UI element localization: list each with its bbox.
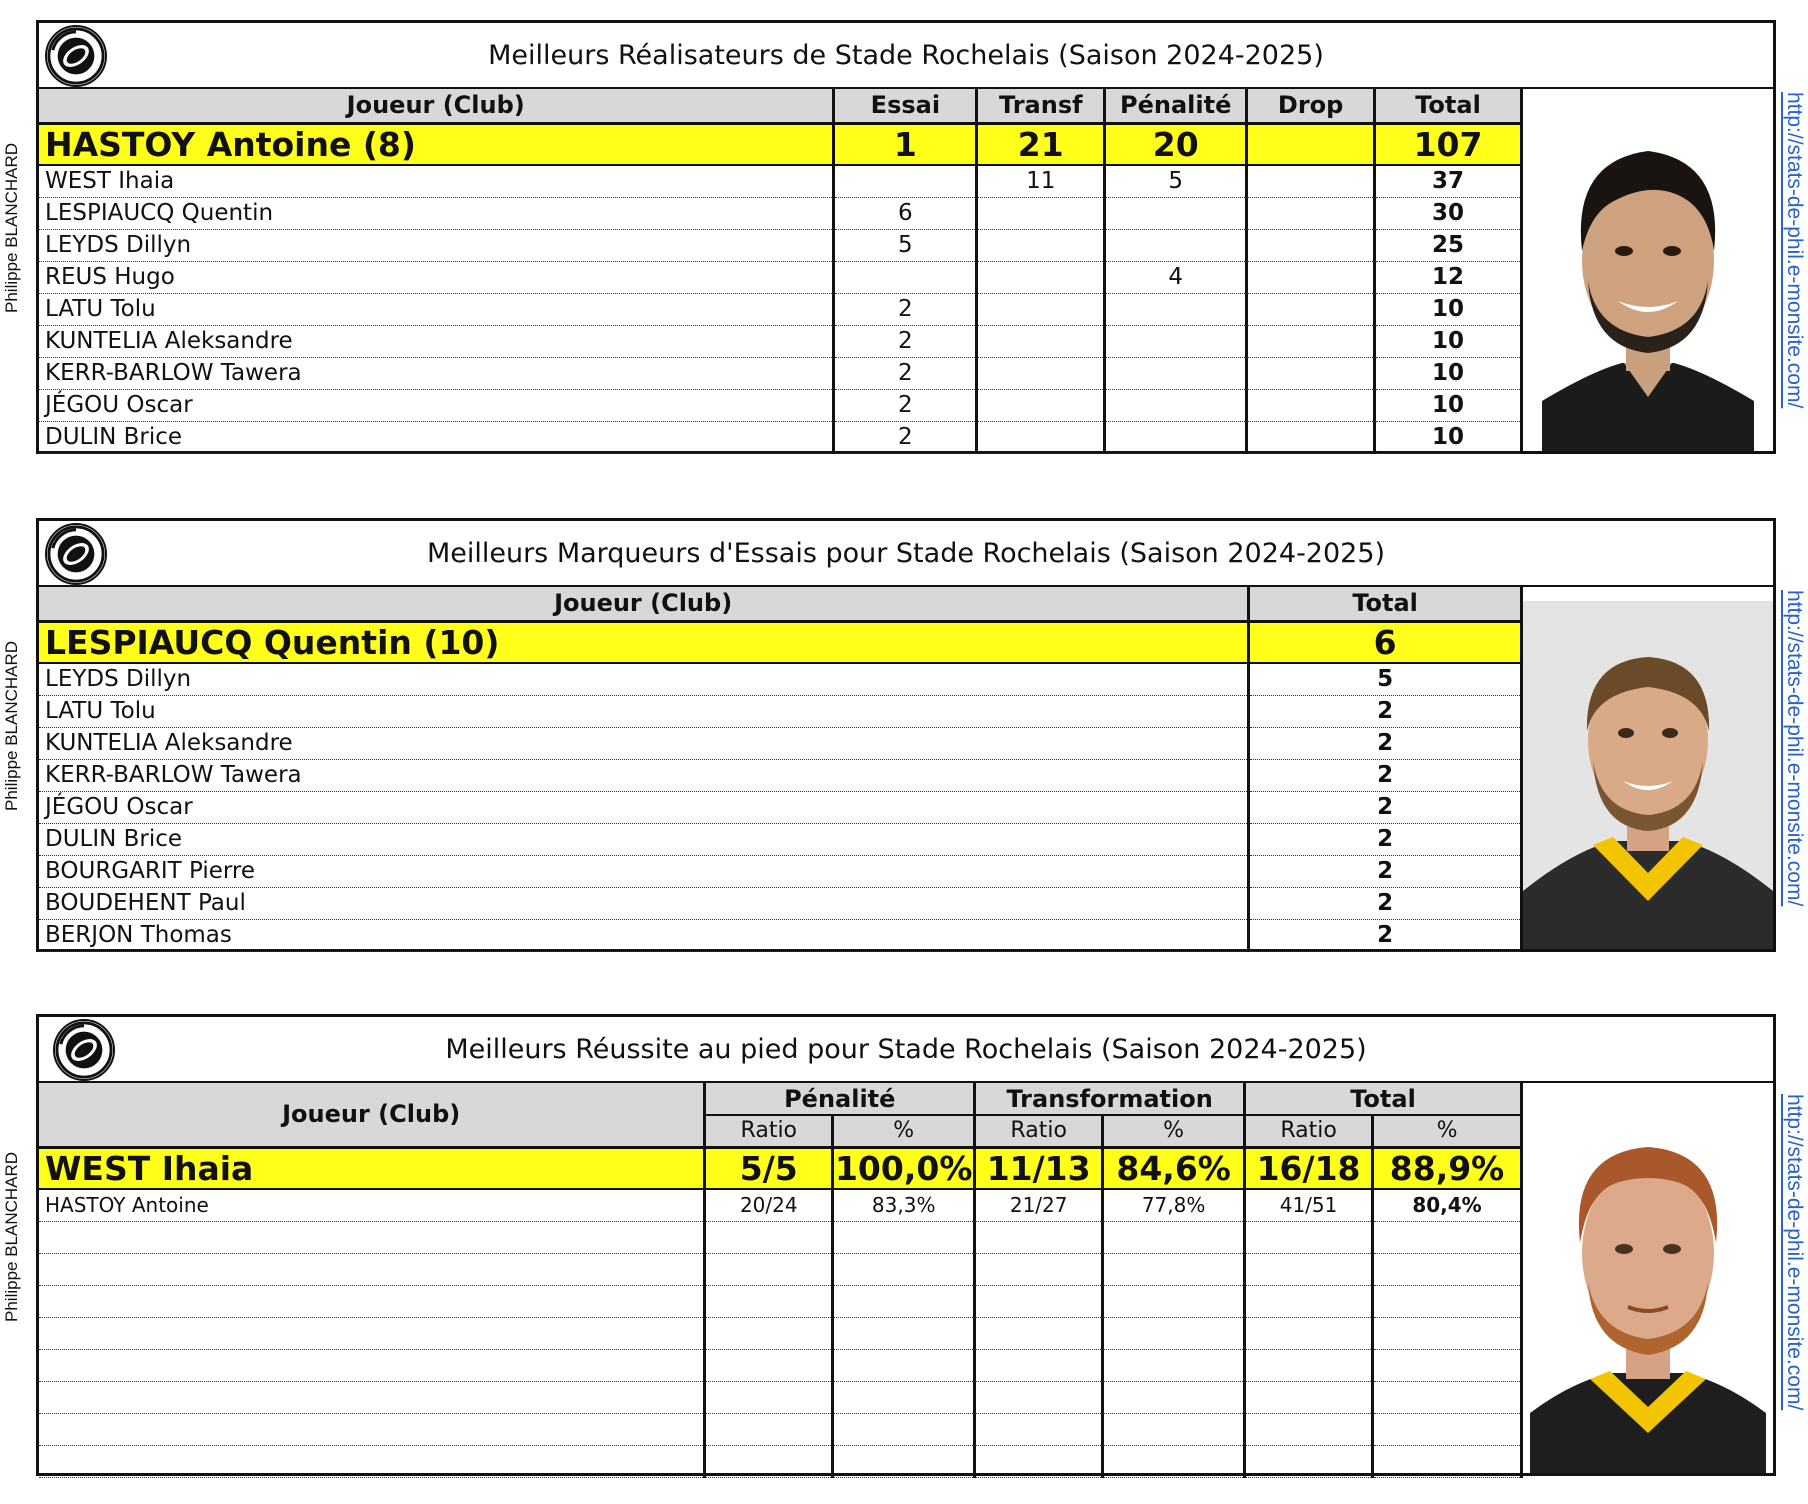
essai-cell: 6 <box>834 197 977 229</box>
table-row-empty <box>39 1253 1522 1285</box>
transf-cell <box>977 293 1105 325</box>
table-row <box>39 421 1522 453</box>
pen-pct-cell: 83,3% <box>833 1189 975 1221</box>
subcolumn-header: % <box>1373 1115 1522 1147</box>
table-row <box>39 855 1522 887</box>
table-row <box>39 727 1522 759</box>
site-url-link[interactable]: http://stats-de-phil.e-monsite.com/ <box>1783 91 1806 409</box>
group-header: Transformation <box>975 1083 1245 1115</box>
player-photo <box>1523 587 1773 949</box>
transf-cell <box>977 261 1105 293</box>
column-header: Essai <box>834 89 977 123</box>
total-cell: 10 <box>1375 293 1522 325</box>
essai-cell: 2 <box>834 325 977 357</box>
player-name: JÉGOU Oscar <box>39 389 834 421</box>
subcolumn-header: Ratio <box>1245 1115 1373 1147</box>
tr-ratio-cell: 11/13 <box>975 1147 1103 1189</box>
total-cell: 2 <box>1249 727 1522 759</box>
total-cell: 107 <box>1375 123 1522 165</box>
penalite-cell <box>1105 197 1247 229</box>
site-url-link[interactable]: http://stats-de-phil.e-monsite.com/ <box>1783 589 1806 907</box>
section-essais <box>0 516 1808 952</box>
table-row-empty <box>39 1349 1522 1381</box>
table-row-empty <box>39 1221 1522 1253</box>
transf-cell <box>977 197 1105 229</box>
player-name: KERR-BARLOW Tawera <box>39 759 1249 791</box>
pied-table <box>39 1083 1523 1478</box>
table-row <box>39 1189 1522 1221</box>
tr-ratio-cell: 21/27 <box>975 1189 1103 1221</box>
table-row-empty <box>39 1285 1522 1317</box>
total-cell: 10 <box>1375 357 1522 389</box>
stats-de-phil-logo-icon <box>45 25 107 87</box>
column-header: Joueur (Club) <box>39 89 834 123</box>
player-name: LEYDS Dillyn <box>39 663 1249 695</box>
author-label: Philippe BLANCHARD <box>2 1151 21 1323</box>
drop-cell <box>1247 197 1375 229</box>
player-name: KERR-BARLOW Tawera <box>39 357 834 389</box>
table-header-row <box>39 587 1522 621</box>
penalite-cell <box>1105 229 1247 261</box>
player-name: LATU Tolu <box>39 695 1249 727</box>
table-row <box>39 229 1522 261</box>
drop-cell <box>1247 293 1375 325</box>
player-photo <box>1523 1083 1773 1473</box>
tot-pct-cell: 80,4% <box>1373 1189 1522 1221</box>
essai-cell <box>834 261 977 293</box>
pen-ratio-cell: 5/5 <box>705 1147 833 1189</box>
table-row <box>39 663 1522 695</box>
total-cell: 2 <box>1249 695 1522 727</box>
drop-cell <box>1247 229 1375 261</box>
pied-title: Meilleurs Réussite au pied pour Stade Rochelais (Saison 2024-2025) <box>445 1033 1367 1065</box>
subcolumn-header: Ratio <box>705 1115 833 1147</box>
table-row <box>39 695 1522 727</box>
player-photo <box>1523 89 1773 451</box>
player-name: HASTOY Antoine <box>39 1189 705 1221</box>
table-row <box>39 389 1522 421</box>
table-row <box>39 261 1522 293</box>
table-row <box>39 759 1522 791</box>
tr-pct-cell: 77,8% <box>1103 1189 1245 1221</box>
player-name: LATU Tolu <box>39 293 834 325</box>
total-cell: 25 <box>1375 229 1522 261</box>
essai-cell: 2 <box>834 421 977 453</box>
stats-de-phil-logo-icon <box>53 1019 115 1081</box>
player-name: KUNTELIA Aleksandre <box>39 325 834 357</box>
table-row <box>39 887 1522 919</box>
table-row <box>39 165 1522 197</box>
realisateurs-title: Meilleurs Réalisateurs de Stade Rochelais (Saison 2024-2025) <box>488 39 1324 71</box>
table-row <box>39 823 1522 855</box>
table-row <box>39 123 1522 165</box>
site-url-link[interactable]: http://stats-de-phil.e-monsite.com/ <box>1783 1093 1806 1411</box>
penalite-cell: 5 <box>1105 165 1247 197</box>
author-label: Philippe BLANCHARD <box>2 640 21 812</box>
total-cell: 10 <box>1375 421 1522 453</box>
table-row <box>39 621 1522 663</box>
pied-title-bar <box>39 1017 1773 1083</box>
total-cell: 2 <box>1249 919 1522 951</box>
table-row <box>39 1147 1522 1189</box>
table-row <box>39 357 1522 389</box>
table-row <box>39 293 1522 325</box>
realisateurs-panel <box>36 20 1776 454</box>
player-name: WEST Ihaia <box>39 165 834 197</box>
table-row <box>39 325 1522 357</box>
table-row-empty <box>39 1381 1522 1413</box>
player-name: LESPIAUCQ Quentin <box>39 197 834 229</box>
column-header: Total <box>1249 587 1522 621</box>
total-cell: 2 <box>1249 791 1522 823</box>
transf-cell <box>977 389 1105 421</box>
section-realisateurs <box>0 18 1808 454</box>
player-portrait-icon <box>1523 601 1773 949</box>
player-name: BOUDEHENT Paul <box>39 887 1249 919</box>
drop-cell <box>1247 325 1375 357</box>
column-header: Total <box>1375 89 1522 123</box>
drop-cell <box>1247 421 1375 453</box>
player-name: REUS Hugo <box>39 261 834 293</box>
table-row-empty <box>39 1413 1522 1445</box>
stats-de-phil-logo-icon <box>45 523 107 585</box>
realisateurs-table <box>39 89 1523 454</box>
column-header: Drop <box>1247 89 1375 123</box>
player-name: DULIN Brice <box>39 823 1249 855</box>
essai-cell: 2 <box>834 389 977 421</box>
player-name: KUNTELIA Aleksandre <box>39 727 1249 759</box>
total-cell: 12 <box>1375 261 1522 293</box>
table-row <box>39 791 1522 823</box>
total-cell: 5 <box>1249 663 1522 695</box>
essais-table <box>39 587 1523 952</box>
player-name: JÉGOU Oscar <box>39 791 1249 823</box>
transf-cell <box>977 325 1105 357</box>
drop-cell <box>1247 165 1375 197</box>
player-name: BOURGARIT Pierre <box>39 855 1249 887</box>
player-name: LESPIAUCQ Quentin (10) <box>39 621 1249 663</box>
essais-panel <box>36 518 1776 952</box>
table-header-row <box>39 1083 1522 1115</box>
group-header: Pénalité <box>705 1083 975 1115</box>
drop-cell <box>1247 357 1375 389</box>
table-row-empty <box>39 1445 1522 1477</box>
transf-cell: 21 <box>977 123 1105 165</box>
pen-ratio-cell: 20/24 <box>705 1189 833 1221</box>
penalite-cell <box>1105 325 1247 357</box>
drop-cell <box>1247 123 1375 165</box>
total-cell: 2 <box>1249 855 1522 887</box>
essai-cell: 2 <box>834 357 977 389</box>
subcolumn-header: % <box>833 1115 975 1147</box>
table-row-empty <box>39 1317 1522 1349</box>
penalite-cell: 20 <box>1105 123 1247 165</box>
subcolumn-header: Ratio <box>975 1115 1103 1147</box>
tot-pct-cell: 88,9% <box>1373 1147 1522 1189</box>
transf-cell <box>977 229 1105 261</box>
total-cell: 2 <box>1249 887 1522 919</box>
player-portrait-icon <box>1530 1093 1766 1473</box>
penalite-cell <box>1105 293 1247 325</box>
essai-cell: 2 <box>834 293 977 325</box>
penalite-cell <box>1105 421 1247 453</box>
total-cell: 6 <box>1249 621 1522 663</box>
essais-title-bar <box>39 521 1773 587</box>
drop-cell <box>1247 389 1375 421</box>
total-cell: 2 <box>1249 759 1522 791</box>
total-cell: 37 <box>1375 165 1522 197</box>
realisateurs-title-bar <box>39 23 1773 89</box>
section-pied <box>0 1012 1808 1476</box>
total-cell: 2 <box>1249 823 1522 855</box>
total-cell: 30 <box>1375 197 1522 229</box>
player-name: BERJON Thomas <box>39 919 1249 951</box>
author-label: Philippe BLANCHARD <box>2 142 21 314</box>
column-header: Joueur (Club) <box>39 1083 705 1147</box>
total-cell: 10 <box>1375 325 1522 357</box>
drop-cell <box>1247 261 1375 293</box>
player-portrait-icon <box>1532 101 1764 451</box>
player-name: LEYDS Dillyn <box>39 229 834 261</box>
penalite-cell: 4 <box>1105 261 1247 293</box>
group-header: Total <box>1245 1083 1522 1115</box>
penalite-cell <box>1105 357 1247 389</box>
tr-pct-cell: 84,6% <box>1103 1147 1245 1189</box>
essais-title: Meilleurs Marqueurs d'Essais pour Stade Rochelais (Saison 2024-2025) <box>426 537 1386 569</box>
table-header-row <box>39 89 1522 123</box>
transf-cell <box>977 357 1105 389</box>
player-name: HASTOY Antoine (8) <box>39 123 834 165</box>
transf-cell <box>977 421 1105 453</box>
player-name: WEST Ihaia <box>39 1147 705 1189</box>
penalite-cell <box>1105 389 1247 421</box>
pied-panel <box>36 1014 1776 1476</box>
pen-pct-cell: 100,0% <box>833 1147 975 1189</box>
total-cell: 10 <box>1375 389 1522 421</box>
player-name: DULIN Brice <box>39 421 834 453</box>
subcolumn-header: % <box>1103 1115 1245 1147</box>
essai-cell: 1 <box>834 123 977 165</box>
table-row <box>39 919 1522 951</box>
essai-cell <box>834 165 977 197</box>
essai-cell: 5 <box>834 229 977 261</box>
tot-ratio-cell: 16/18 <box>1245 1147 1373 1189</box>
transf-cell: 11 <box>977 165 1105 197</box>
column-header: Transf <box>977 89 1105 123</box>
tot-ratio-cell: 41/51 <box>1245 1189 1373 1221</box>
table-row <box>39 197 1522 229</box>
column-header: Joueur (Club) <box>39 587 1249 621</box>
column-header: Pénalité <box>1105 89 1247 123</box>
